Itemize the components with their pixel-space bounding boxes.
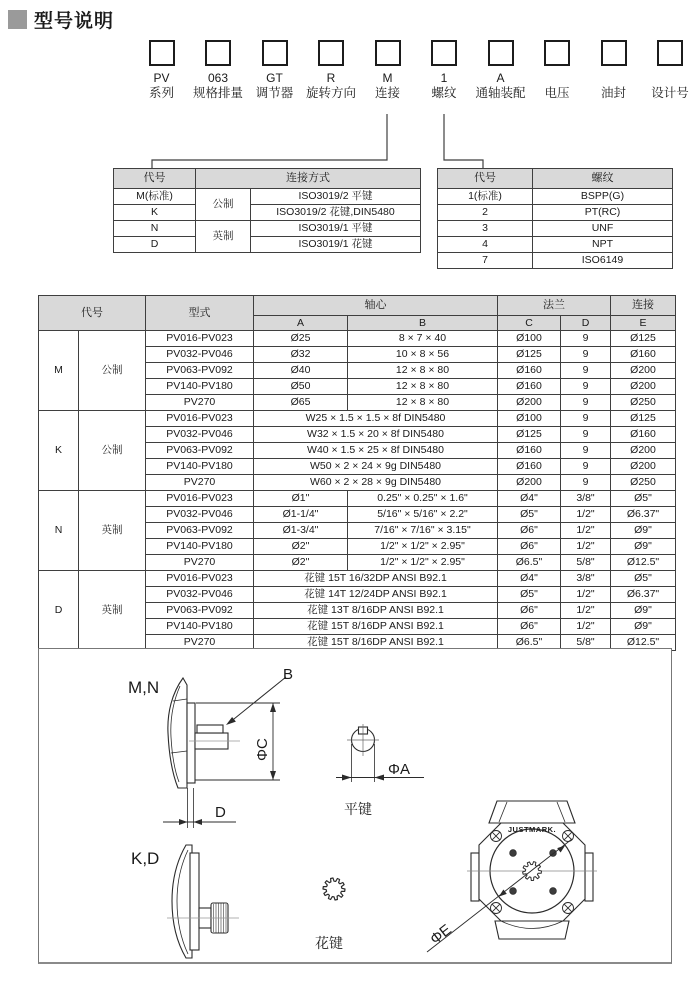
thread-value-cell: ISO6149 xyxy=(533,253,673,269)
spec-flange-d-cell: 3/8" xyxy=(561,491,611,507)
connection-desc-cell: ISO3019/2 平键 xyxy=(251,189,421,205)
model-code-column-1 xyxy=(133,40,190,101)
thread-code-cell: 1(标准) xyxy=(438,189,533,205)
spec-flange-d-cell: 9 xyxy=(561,427,611,443)
model-code-value: R xyxy=(326,71,336,85)
spec-connect-e-cell: Ø9" xyxy=(611,523,676,539)
model-code-box xyxy=(544,40,570,66)
thread-table-row xyxy=(438,253,673,269)
spec-table-row xyxy=(39,331,676,347)
model-code-value xyxy=(585,70,642,86)
thread-value-cell: NPT xyxy=(533,237,673,253)
spec-flange-c-cell: Ø160 xyxy=(498,363,561,379)
spec-model-cell: PV063-PV092 xyxy=(146,603,254,619)
connection-code-cell: K xyxy=(114,205,196,221)
b-reference-leader xyxy=(226,666,293,725)
spec-flange-d-cell: 9 xyxy=(561,411,611,427)
spec-connect-e-cell: Ø200 xyxy=(611,459,676,475)
spec-model-cell: PV016-PV023 xyxy=(146,571,254,587)
spec-flange-d-cell: 9 xyxy=(561,459,611,475)
header-B: B xyxy=(348,316,498,331)
spec-shaft-ab-cell: W32 × 1.5 × 20 × 8f DIN5480 xyxy=(254,427,498,443)
model-code-label: 系列 xyxy=(148,86,174,100)
model-code-column-9 xyxy=(585,40,642,101)
connection-code-cell: M(标准) xyxy=(114,189,196,205)
connection-table-row xyxy=(114,189,421,205)
spec-flange-d-cell: 5/8" xyxy=(561,635,611,651)
mn-label: M,N xyxy=(128,678,160,697)
phi-a-label: ΦA xyxy=(388,761,410,778)
spec-model-cell: PV032-PV046 xyxy=(146,587,254,603)
connection-code-cell: N xyxy=(114,221,196,237)
d-label: D xyxy=(215,804,226,821)
spec-connect-e-cell: Ø5" xyxy=(611,491,676,507)
spec-group-code-cell: D xyxy=(39,571,79,651)
model-code-label: 调节器 xyxy=(255,86,294,100)
model-code-column-8 xyxy=(529,40,586,101)
connection-table-row xyxy=(114,221,421,237)
model-code-box xyxy=(318,40,344,66)
spec-shaft-a-cell: Ø50 xyxy=(254,379,348,395)
connection-desc-cell: ISO3019/1 平键 xyxy=(251,221,421,237)
model-code-label: 电压 xyxy=(544,86,570,100)
header-connect: 连接 xyxy=(611,296,676,316)
model-code-box xyxy=(488,40,514,66)
phi-e-label: ΦE xyxy=(426,921,455,949)
spec-model-cell: PV140-PV180 xyxy=(146,539,254,555)
spec-flange-d-cell: 9 xyxy=(561,347,611,363)
spec-flange-c-cell: Ø6.5" xyxy=(498,635,561,651)
model-code-value: PV xyxy=(153,71,170,85)
model-code-label: 螺纹 xyxy=(431,86,457,100)
spec-model-cell: PV063-PV092 xyxy=(146,363,254,379)
spec-flange-d-cell: 9 xyxy=(561,443,611,459)
spec-connect-e-cell: Ø125 xyxy=(611,331,676,347)
spec-group-system-cell: 英制 xyxy=(79,571,146,651)
spec-table-header-row1 xyxy=(39,296,676,316)
model-code-value: GT xyxy=(266,71,283,85)
thread-table-header xyxy=(438,169,673,189)
spec-table xyxy=(38,295,676,651)
model-code-value: 063 xyxy=(207,71,229,85)
spec-table-row xyxy=(39,571,676,587)
spec-shaft-b-cell: 0.25" × 0.25" × 1.6" xyxy=(348,491,498,507)
spec-shaft-a-cell: Ø1-3/4" xyxy=(254,523,348,539)
section-title xyxy=(8,6,114,33)
model-code-box xyxy=(205,40,231,66)
spec-connect-e-cell: Ø125 xyxy=(611,411,676,427)
model-code-box xyxy=(601,40,627,66)
spec-shaft-a-cell: Ø1-1/4" xyxy=(254,507,348,523)
spec-group-system-cell: 英制 xyxy=(79,491,146,571)
spec-table-row xyxy=(39,491,676,507)
model-code-label: 连接 xyxy=(374,86,400,100)
spec-flange-d-cell: 9 xyxy=(561,331,611,347)
spec-flange-c-cell: Ø200 xyxy=(498,395,561,411)
spec-shaft-ab-cell: W60 × 2 × 28 × 9g DIN5480 xyxy=(254,475,498,491)
spec-flange-c-cell: Ø100 xyxy=(498,331,561,347)
header-E: E xyxy=(611,316,676,331)
model-code-value: 1 xyxy=(440,71,448,85)
spec-flange-c-cell: Ø6" xyxy=(498,619,561,635)
header-A: A xyxy=(254,316,348,331)
kd-label: K,D xyxy=(131,849,160,868)
model-code-column-6 xyxy=(416,40,473,101)
spec-model-cell: PV140-PV180 xyxy=(146,459,254,475)
spec-group-system-cell: 公制 xyxy=(79,331,146,411)
spec-connect-e-cell: Ø9" xyxy=(611,539,676,555)
spec-shaft-ab-cell: W25 × 1.5 × 1.5 × 8f DIN5480 xyxy=(254,411,498,427)
connection-desc-cell: ISO3019/1 花键 xyxy=(251,237,421,253)
model-code-label: 规格排量 xyxy=(192,86,243,100)
justmark-logo: JUSTMARK. xyxy=(507,825,557,834)
spline-key-label: 花键 xyxy=(315,935,343,951)
spec-flange-c-cell: Ø5" xyxy=(498,507,561,523)
page-title: 型号说明 xyxy=(34,11,115,32)
header-C: C xyxy=(498,316,561,331)
spec-shaft-ab-cell: W40 × 1.5 × 25 × 8f DIN5480 xyxy=(254,443,498,459)
model-code-value: M xyxy=(382,71,393,85)
thread-table xyxy=(437,168,673,269)
spec-shaft-ab-cell: 花键 15T 8/16DP ANSI B92.1 xyxy=(254,635,498,651)
spec-model-cell: PV270 xyxy=(146,555,254,571)
spec-shaft-ab-cell: 花键 14T 12/24DP ANSI B92.1 xyxy=(254,587,498,603)
spec-flange-d-cell: 9 xyxy=(561,395,611,411)
spec-shaft-b-cell: 8 × 7 × 40 xyxy=(348,331,498,347)
spec-shaft-b-cell: 7/16" × 7/16" × 3.15" xyxy=(348,523,498,539)
spec-connect-e-cell: Ø250 xyxy=(611,475,676,491)
spec-connect-e-cell: Ø12.5" xyxy=(611,555,676,571)
header-D: D xyxy=(561,316,611,331)
spec-shaft-a-cell: Ø2" xyxy=(254,555,348,571)
spec-shaft-ab-cell: W50 × 2 × 24 × 9g DIN5480 xyxy=(254,459,498,475)
spec-group-code-cell: N xyxy=(39,491,79,571)
spec-group-code-cell: M xyxy=(39,331,79,411)
spec-group-system-cell: 公制 xyxy=(79,411,146,491)
spec-shaft-a-cell: Ø2" xyxy=(254,539,348,555)
header-connection-type: 连接方式 xyxy=(196,169,421,189)
spec-shaft-a-cell: Ø1" xyxy=(254,491,348,507)
spec-flange-d-cell: 9 xyxy=(561,379,611,395)
model-code-label: 旋转方向 xyxy=(305,86,356,100)
spec-shaft-ab-cell: 花键 13T 8/16DP ANSI B92.1 xyxy=(254,603,498,619)
spec-flange-c-cell: Ø200 xyxy=(498,475,561,491)
spec-connect-e-cell: Ø250 xyxy=(611,395,676,411)
spec-shaft-b-cell: 12 × 8 × 80 xyxy=(348,395,498,411)
spec-flange-d-cell: 3/8" xyxy=(561,571,611,587)
spec-flange-d-cell: 9 xyxy=(561,475,611,491)
spec-shaft-b-cell: 1/2" × 1/2" × 2.95" xyxy=(348,555,498,571)
thread-value-cell: UNF xyxy=(533,221,673,237)
spec-connect-e-cell: Ø9" xyxy=(611,619,676,635)
spec-model-cell: PV270 xyxy=(146,395,254,411)
connector-line-connection xyxy=(152,114,387,168)
model-code-column-2 xyxy=(190,40,247,101)
header-shaft: 轴心 xyxy=(254,296,498,316)
thread-code-cell: 4 xyxy=(438,237,533,253)
thread-table-row xyxy=(438,237,673,253)
spec-flange-d-cell: 1/2" xyxy=(561,619,611,635)
spec-flange-d-cell: 1/2" xyxy=(561,587,611,603)
spec-flange-c-cell: Ø6.5" xyxy=(498,555,561,571)
model-code-column-3 xyxy=(246,40,303,101)
connection-table xyxy=(113,168,421,253)
model-code-column-4 xyxy=(303,40,360,101)
spec-model-cell: PV032-PV046 xyxy=(146,347,254,363)
spec-flange-d-cell: 1/2" xyxy=(561,507,611,523)
spec-flange-d-cell: 5/8" xyxy=(561,555,611,571)
spec-model-cell: PV016-PV023 xyxy=(146,491,254,507)
thread-table-row xyxy=(438,189,673,205)
model-code-value: A xyxy=(496,71,505,85)
spec-connect-e-cell: Ø200 xyxy=(611,379,676,395)
kd-shaft-drawing xyxy=(167,845,239,958)
model-code-box xyxy=(375,40,401,66)
spec-model-cell: PV032-PV046 xyxy=(146,507,254,523)
thread-code-cell: 7 xyxy=(438,253,533,269)
spec-shaft-a-cell: Ø25 xyxy=(254,331,348,347)
spec-connect-e-cell: Ø6.37" xyxy=(611,507,676,523)
thread-value-cell: BSPP(G) xyxy=(533,189,673,205)
spec-model-cell: PV063-PV092 xyxy=(146,443,254,459)
spec-connect-e-cell: Ø160 xyxy=(611,347,676,363)
model-code-label: 设计号 xyxy=(651,86,689,100)
spec-flange-c-cell: Ø6" xyxy=(498,523,561,539)
model-code-box xyxy=(431,40,457,66)
thread-table-row xyxy=(438,205,673,221)
spec-flange-c-cell: Ø5" xyxy=(498,587,561,603)
spec-flange-c-cell: Ø4" xyxy=(498,491,561,507)
spec-shaft-a-cell: Ø65 xyxy=(254,395,348,411)
model-code-value xyxy=(642,70,699,86)
dimension-diagram-panel xyxy=(38,648,672,964)
connection-table-header xyxy=(114,169,421,189)
spec-flange-c-cell: Ø125 xyxy=(498,427,561,443)
header-code: 代号 xyxy=(39,296,146,331)
spec-shaft-ab-cell: 花键 15T 8/16DP ANSI B92.1 xyxy=(254,619,498,635)
spec-shaft-b-cell: 10 × 8 × 56 xyxy=(348,347,498,363)
model-code-column-7 xyxy=(472,40,529,101)
thread-value-cell: PT(RC) xyxy=(533,205,673,221)
spec-flange-d-cell: 9 xyxy=(561,363,611,379)
model-code-label: 通轴装配 xyxy=(475,86,526,100)
spec-shaft-a-cell: Ø32 xyxy=(254,347,348,363)
spec-shaft-a-cell: Ø40 xyxy=(254,363,348,379)
model-code-box xyxy=(149,40,175,66)
spec-model-cell: PV270 xyxy=(146,635,254,651)
model-code-box xyxy=(262,40,288,66)
spec-flange-c-cell: Ø160 xyxy=(498,443,561,459)
connection-code-cell: D xyxy=(114,237,196,253)
spec-model-cell: PV140-PV180 xyxy=(146,379,254,395)
spec-group-code-cell: K xyxy=(39,411,79,491)
phi-c-label: ΦC xyxy=(254,738,271,761)
spec-shaft-b-cell: 12 × 8 × 80 xyxy=(348,379,498,395)
spec-shaft-b-cell: 12 × 8 × 80 xyxy=(348,363,498,379)
spec-model-cell: PV063-PV092 xyxy=(146,523,254,539)
spec-flange-d-cell: 1/2" xyxy=(561,603,611,619)
b-label: B xyxy=(283,666,294,683)
header-code: 代号 xyxy=(114,169,196,189)
thread-code-cell: 3 xyxy=(438,221,533,237)
spec-model-cell: PV016-PV023 xyxy=(146,411,254,427)
spec-model-cell: PV140-PV180 xyxy=(146,619,254,635)
spec-connect-e-cell: Ø160 xyxy=(611,427,676,443)
spec-flange-d-cell: 1/2" xyxy=(561,523,611,539)
thread-code-cell: 2 xyxy=(438,205,533,221)
header-flange: 法兰 xyxy=(498,296,611,316)
spec-flange-c-cell: Ø4" xyxy=(498,571,561,587)
spec-connect-e-cell: Ø200 xyxy=(611,363,676,379)
spec-flange-c-cell: Ø160 xyxy=(498,459,561,475)
model-code-box xyxy=(657,40,683,66)
spec-shaft-ab-cell: 花键 15T 16/32DP ANSI B92.1 xyxy=(254,571,498,587)
spec-model-cell: PV016-PV023 xyxy=(146,331,254,347)
connection-table-row xyxy=(114,237,421,253)
connection-system-cell: 英制 xyxy=(196,221,251,253)
spec-connect-e-cell: Ø200 xyxy=(611,443,676,459)
header-code: 代号 xyxy=(438,169,533,189)
connection-desc-cell: ISO3019/2 花键,DIN5480 xyxy=(251,205,421,221)
spec-model-cell: PV032-PV046 xyxy=(146,427,254,443)
title-bullet-square xyxy=(8,10,27,29)
mn-shaft-drawing xyxy=(168,678,240,828)
spec-flange-d-cell: 1/2" xyxy=(561,539,611,555)
connection-table-row xyxy=(114,205,421,221)
spline-section-icon xyxy=(323,878,345,900)
model-code-column-5 xyxy=(359,40,416,101)
spec-table-row xyxy=(39,411,676,427)
spec-connect-e-cell: Ø9" xyxy=(611,603,676,619)
header-model: 型式 xyxy=(146,296,254,331)
spec-model-cell: PV270 xyxy=(146,475,254,491)
spec-shaft-b-cell: 5/16" × 5/16" × 2.2" xyxy=(348,507,498,523)
model-code-value xyxy=(529,70,586,86)
spec-shaft-b-cell: 1/2" × 1/2" × 2.95" xyxy=(348,539,498,555)
connection-system-cell: 公制 xyxy=(196,189,251,221)
connector-line-thread xyxy=(444,114,483,168)
header-thread: 螺纹 xyxy=(533,169,673,189)
flat-key-section xyxy=(336,724,424,782)
spec-flange-c-cell: Ø6" xyxy=(498,603,561,619)
spec-flange-c-cell: Ø160 xyxy=(498,379,561,395)
model-code-column-10 xyxy=(642,40,699,101)
spec-flange-c-cell: Ø125 xyxy=(498,347,561,363)
spec-flange-c-cell: Ø100 xyxy=(498,411,561,427)
model-code-label: 油封 xyxy=(600,86,626,100)
thread-table-row xyxy=(438,221,673,237)
spec-connect-e-cell: Ø12.5" xyxy=(611,635,676,651)
spec-flange-c-cell: Ø6" xyxy=(498,539,561,555)
spec-connect-e-cell: Ø6.37" xyxy=(611,587,676,603)
dimension-diagram xyxy=(39,649,671,962)
flat-key-label: 平键 xyxy=(344,801,372,817)
spec-connect-e-cell: Ø5" xyxy=(611,571,676,587)
